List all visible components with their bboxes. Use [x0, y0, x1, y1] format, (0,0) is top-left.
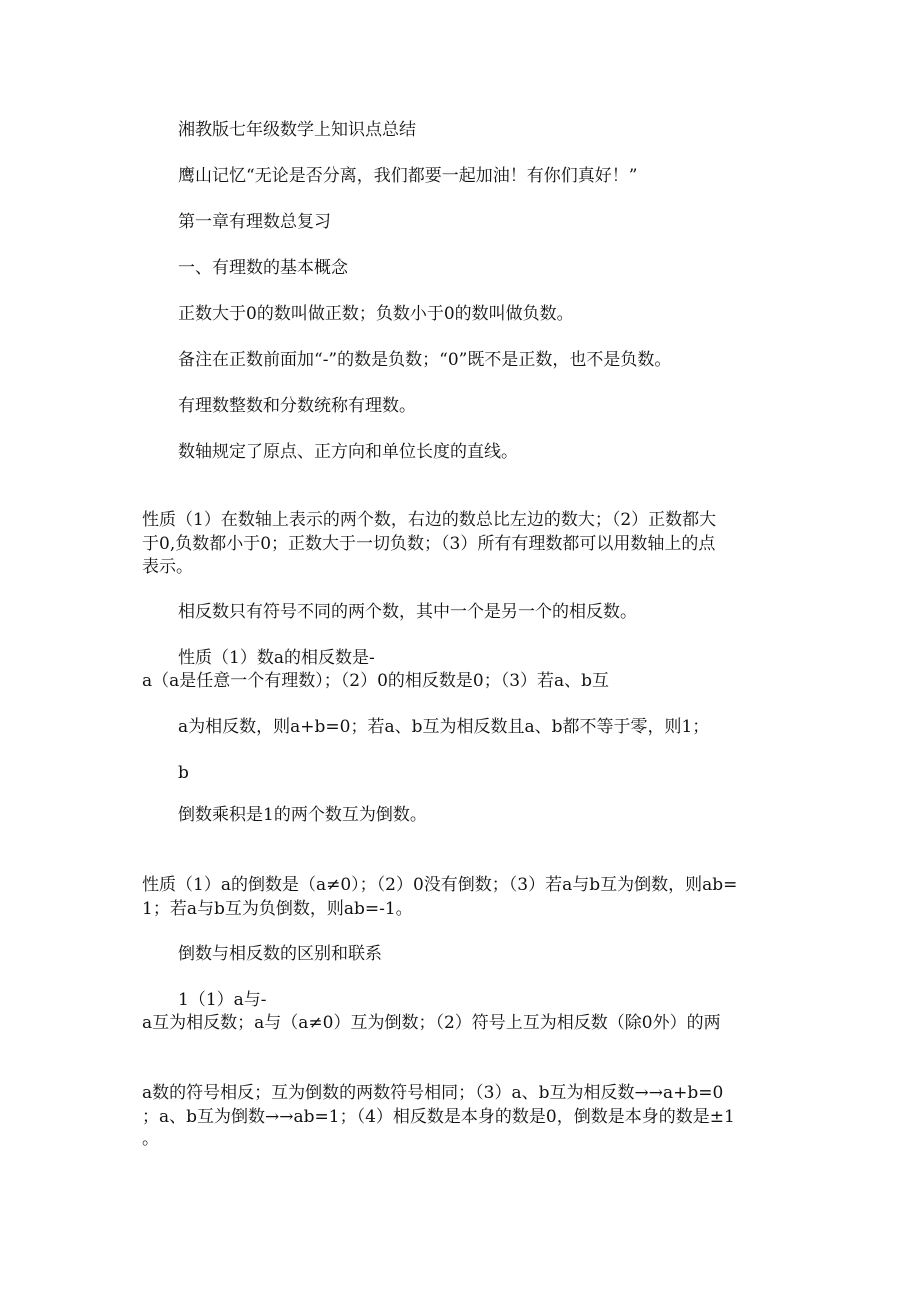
text-line: 性质（1）数a的相反数是-: [178, 648, 375, 668]
text-line: a为相反数，则a+b=0；若a、b互为相反数且a、b都不等于零，则1；: [178, 717, 710, 737]
text-line: 相反数只有符号不同的两个数，其中一个是另一个的相反数。: [178, 602, 637, 622]
text-line: 有理数整数和分数统称有理数。: [178, 396, 416, 416]
text-line: ；a、b互为倒数→→ab=1；（4）相反数是本身的数是0，倒数是本身的数是±1: [142, 1107, 735, 1127]
text-line: 倒数乘积是1的两个数互为倒数。: [178, 805, 427, 825]
text-line: 1（1）a与-: [178, 990, 267, 1010]
text-line: a互为相反数；a与（a≠0）互为倒数；（2）符号上互为相反数（除0外）的两: [142, 1013, 721, 1033]
section-heading: 一、有理数的基本概念: [178, 258, 348, 278]
text-line: 备注在正数前面加“-”的数是负数；“0”既不是正数，也不是负数。: [178, 350, 672, 370]
chapter-heading: 第一章有理数总复习: [178, 212, 331, 232]
text-line: 倒数与相反数的区别和联系: [178, 944, 382, 964]
text-line: 性质（1）a的倒数是（a≠0）；（2）0没有倒数；（3）若a与b互为倒数，则ab=: [142, 875, 738, 895]
text-line: 于0,负数都小于0；正数大于一切负数；（3）所有有理数都可以用数轴上的点: [142, 534, 716, 554]
epigraph-line: 鹰山记忆“无论是否分离，我们都要一起加油！有你们真好！”: [178, 166, 638, 186]
text-line: 正数大于0的数叫做正数；负数小于0的数叫做负数。: [178, 304, 574, 324]
text-line: a（a是任意一个有理数）；（2）0的相反数是0；（3）若a、b互: [142, 671, 610, 691]
text-line: b: [178, 763, 189, 783]
text-line: 。: [142, 1129, 159, 1149]
document-title: 湘教版七年级数学上知识点总结: [178, 120, 416, 140]
text-line: 1；若a与b互为负倒数，则ab=-1。: [142, 899, 413, 919]
text-line: 表示。: [142, 557, 193, 577]
text-line: 数轴规定了原点、正方向和单位长度的直线。: [178, 442, 518, 462]
text-line: a数的符号相反；互为倒数的两数符号相同；（3）a、b互为相反数→→a+b=0: [142, 1083, 724, 1103]
text-line: 性质（1）在数轴上表示的两个数，右边的数总比左边的数大；（2）正数都大: [142, 510, 717, 530]
